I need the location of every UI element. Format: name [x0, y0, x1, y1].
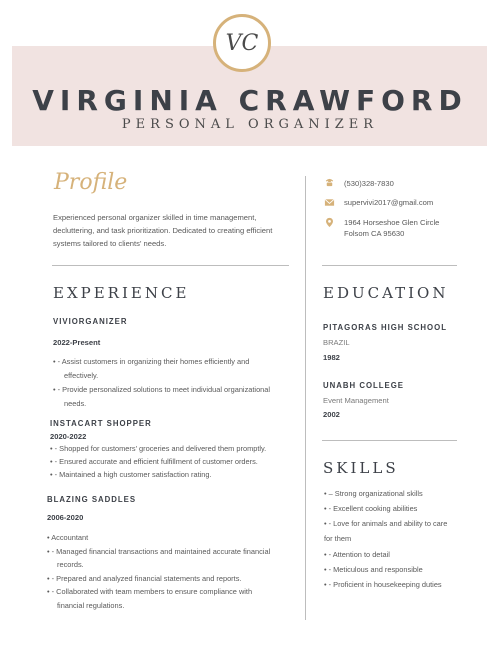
job-bullet: • - Maintained a high customer satisfaction rating. [50, 470, 212, 479]
job-bullet: • - Assist customers in organizing their homes efficiently and [53, 357, 250, 366]
skill-item: • - Attention to detail [324, 550, 390, 559]
skill-item: • - Meticulous and responsible [324, 565, 423, 574]
contact-address-line1: 1964 Horseshoe Glen Circle [344, 218, 440, 227]
divider [52, 265, 289, 266]
monogram-logo [213, 14, 271, 72]
skills-heading: SKILLS [323, 459, 399, 477]
job-bullet: needs. [64, 399, 87, 408]
job-title: BLAZING SADDLES [47, 495, 137, 504]
job-bullet: records. [57, 560, 84, 569]
job-bullet: • - Shopped for customers' groceries and delivered them promptly. [50, 444, 267, 453]
job-title: VIVIORGANIZER [53, 317, 128, 326]
contact-email[interactable]: supervivi2017@gmail.com [344, 198, 434, 207]
job-dates: 2020-2022 [50, 432, 87, 441]
profile-heading: Profile [54, 170, 128, 195]
school-year: 2002 [323, 410, 340, 419]
job-subtitle: PERSONAL ORGANIZER [121, 117, 379, 132]
school-sub: BRAZIL [323, 338, 350, 347]
location-pin-icon [324, 217, 335, 228]
job-dates: 2006-2020 [47, 513, 84, 522]
school-name: UNABH COLLEGE [323, 381, 405, 390]
column-divider [305, 176, 306, 620]
job-bullet: • - Provide personalized solutions to meet individual organizational [53, 385, 271, 394]
skill-item: for them [324, 534, 352, 543]
monogram-text: VC [225, 30, 259, 56]
job-title: INSTACART SHOPPER [50, 419, 152, 428]
school-name: PITAGORAS HIGH SCHOOL [323, 323, 447, 332]
contact-address-line2: Folsom CA 95630 [344, 229, 405, 238]
contact-phone[interactable]: (530)328-7830 [344, 179, 394, 188]
name-title: VIRGINIA CRAWFORD [32, 84, 468, 117]
school-year: 1982 [323, 353, 340, 362]
skill-item: • – Strong organizational skills [324, 489, 423, 498]
job-bullet: • Accountant [47, 533, 89, 542]
job-bullet: effectively. [64, 371, 99, 380]
skill-item: • - Love for animals and ability to care [324, 519, 448, 528]
skill-item: • - Proficient in housekeeping duties [324, 580, 442, 589]
school-sub: Event Management [323, 396, 389, 405]
education-heading: EDUCATION [323, 284, 449, 302]
experience-heading: EXPERIENCE [53, 284, 190, 302]
phone-icon [324, 177, 335, 188]
job-bullet: • - Prepared and analyzed financial statements and reports. [47, 574, 242, 583]
profile-text: Experienced personal organizer skilled in time management, decluttering, and task prioritization. Dedicated to creating efficient systems tailored to clients' needs. [53, 213, 273, 248]
skill-item: • - Excellent cooking abilities [324, 504, 418, 513]
divider [322, 265, 457, 266]
divider [322, 440, 457, 441]
email-icon [324, 197, 335, 208]
job-bullet: financial regulations. [57, 601, 125, 610]
job-bullet: • - Ensured accurate and efficient fulfillment of customer orders. [50, 457, 258, 466]
job-dates: 2022-Present [53, 338, 101, 347]
job-bullet: • - Managed financial transactions and maintained accurate financial [47, 547, 271, 556]
job-bullet: • - Collaborated with team members to ensure compliance with [47, 587, 253, 596]
